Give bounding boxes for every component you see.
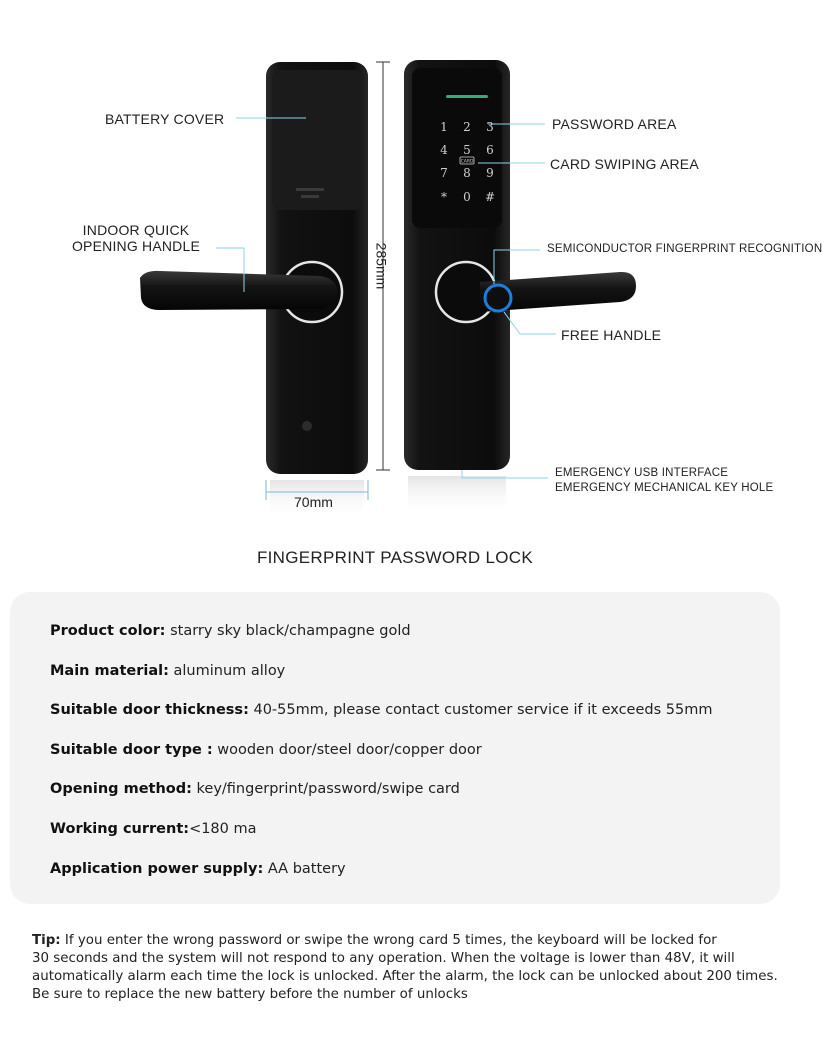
spec-key: Suitable door type : bbox=[50, 742, 213, 758]
spec-row bbox=[50, 623, 411, 639]
card-badge-text: CARD bbox=[460, 159, 474, 165]
spec-key: Opening method: bbox=[50, 781, 192, 797]
keypad-key: 0 bbox=[463, 190, 471, 204]
indoor-handle bbox=[140, 271, 338, 310]
tip-label: Tip: bbox=[32, 933, 61, 948]
spec-row bbox=[50, 663, 285, 679]
spec-key: Working current: bbox=[50, 821, 190, 837]
spec-row bbox=[50, 742, 482, 758]
keypad-key: # bbox=[484, 190, 496, 204]
spec-key: Main material: bbox=[50, 663, 169, 679]
tip-line-3: automatically alarm each time the lock is unlocked. After the alarm, the lock can be unlocked about 200 times. bbox=[32, 969, 778, 984]
keypad-key: 7 bbox=[440, 166, 448, 180]
callout-usb: EMERGENCY USB INTERFACE bbox=[555, 467, 729, 479]
callout-indoor-handle-line1: INDOOR QUICK bbox=[82, 222, 190, 238]
spec-key: Application power supply: bbox=[50, 861, 264, 877]
keypad-key: 5 bbox=[463, 143, 471, 157]
tip-line-4: Be sure to replace the new battery before the number of unlocks bbox=[32, 987, 468, 1002]
tip-line-2: 30 seconds and the system will not respond to any operation. When the voltage is lower than 48V, it will bbox=[32, 951, 735, 966]
spec-value: aluminum alloy bbox=[168, 663, 286, 679]
callout-fingerprint: SEMICONDUCTOR FINGERPRINT RECOGNITION bbox=[547, 243, 822, 255]
key-hole bbox=[302, 421, 312, 431]
callout-key-hole: EMERGENCY MECHANICAL KEY HOLE bbox=[555, 482, 774, 494]
callout-card-swiping-area: CARD SWIPING AREA bbox=[550, 156, 699, 172]
spec-card bbox=[10, 592, 780, 904]
status-light bbox=[446, 95, 488, 98]
tip-note bbox=[32, 932, 778, 1004]
spec-row bbox=[50, 861, 346, 877]
keypad-key: * bbox=[441, 190, 447, 204]
spec-row bbox=[50, 781, 460, 797]
spec-value: starry sky black/champagne gold bbox=[165, 623, 411, 639]
keypad-key: 2 bbox=[463, 120, 471, 134]
spec-key: Suitable door thickness: bbox=[50, 702, 249, 718]
spec-value: AA battery bbox=[263, 861, 346, 877]
spec-value: <180 ma bbox=[189, 821, 257, 837]
height-dimension-label: 285mm bbox=[373, 242, 390, 290]
spec-value: key/fingerprint/password/swipe card bbox=[191, 781, 460, 797]
spec-key: Product color: bbox=[50, 623, 166, 639]
callout-indoor-handle-line2: OPENING HANDLE bbox=[71, 238, 201, 254]
spec-value: 40-55mm, please contact customer service if it exceeds 55mm bbox=[248, 702, 713, 718]
callout-free-handle: FREE HANDLE bbox=[561, 327, 662, 343]
indoor-unit bbox=[140, 62, 368, 520]
lock-illustration bbox=[0, 0, 790, 540]
keypad-key: 9 bbox=[486, 166, 494, 180]
callout-password-area: PASSWORD AREA bbox=[552, 116, 677, 132]
tip-line-1: If you enter the wrong password or swipe the wrong card 5 times, the keyboard will be locked for bbox=[60, 933, 717, 948]
keypad-key: 1 bbox=[440, 120, 448, 134]
product-caption: FINGERPRINT PASSWORD LOCK bbox=[256, 548, 534, 567]
callout-indoor-handle bbox=[56, 222, 216, 254]
width-dimension-label: 70mm bbox=[294, 494, 333, 510]
keypad-key: 8 bbox=[463, 166, 471, 180]
spec-row bbox=[50, 702, 712, 718]
spec-value: wooden door/steel door/copper door bbox=[212, 742, 482, 758]
keypad-key: 4 bbox=[440, 143, 448, 157]
fingerprint-sensor bbox=[485, 285, 511, 311]
callout-battery-cover: BATTERY COVER bbox=[105, 111, 225, 127]
keypad-key: 6 bbox=[486, 143, 494, 157]
spec-row bbox=[50, 821, 257, 837]
keypad-key: 3 bbox=[486, 120, 494, 134]
